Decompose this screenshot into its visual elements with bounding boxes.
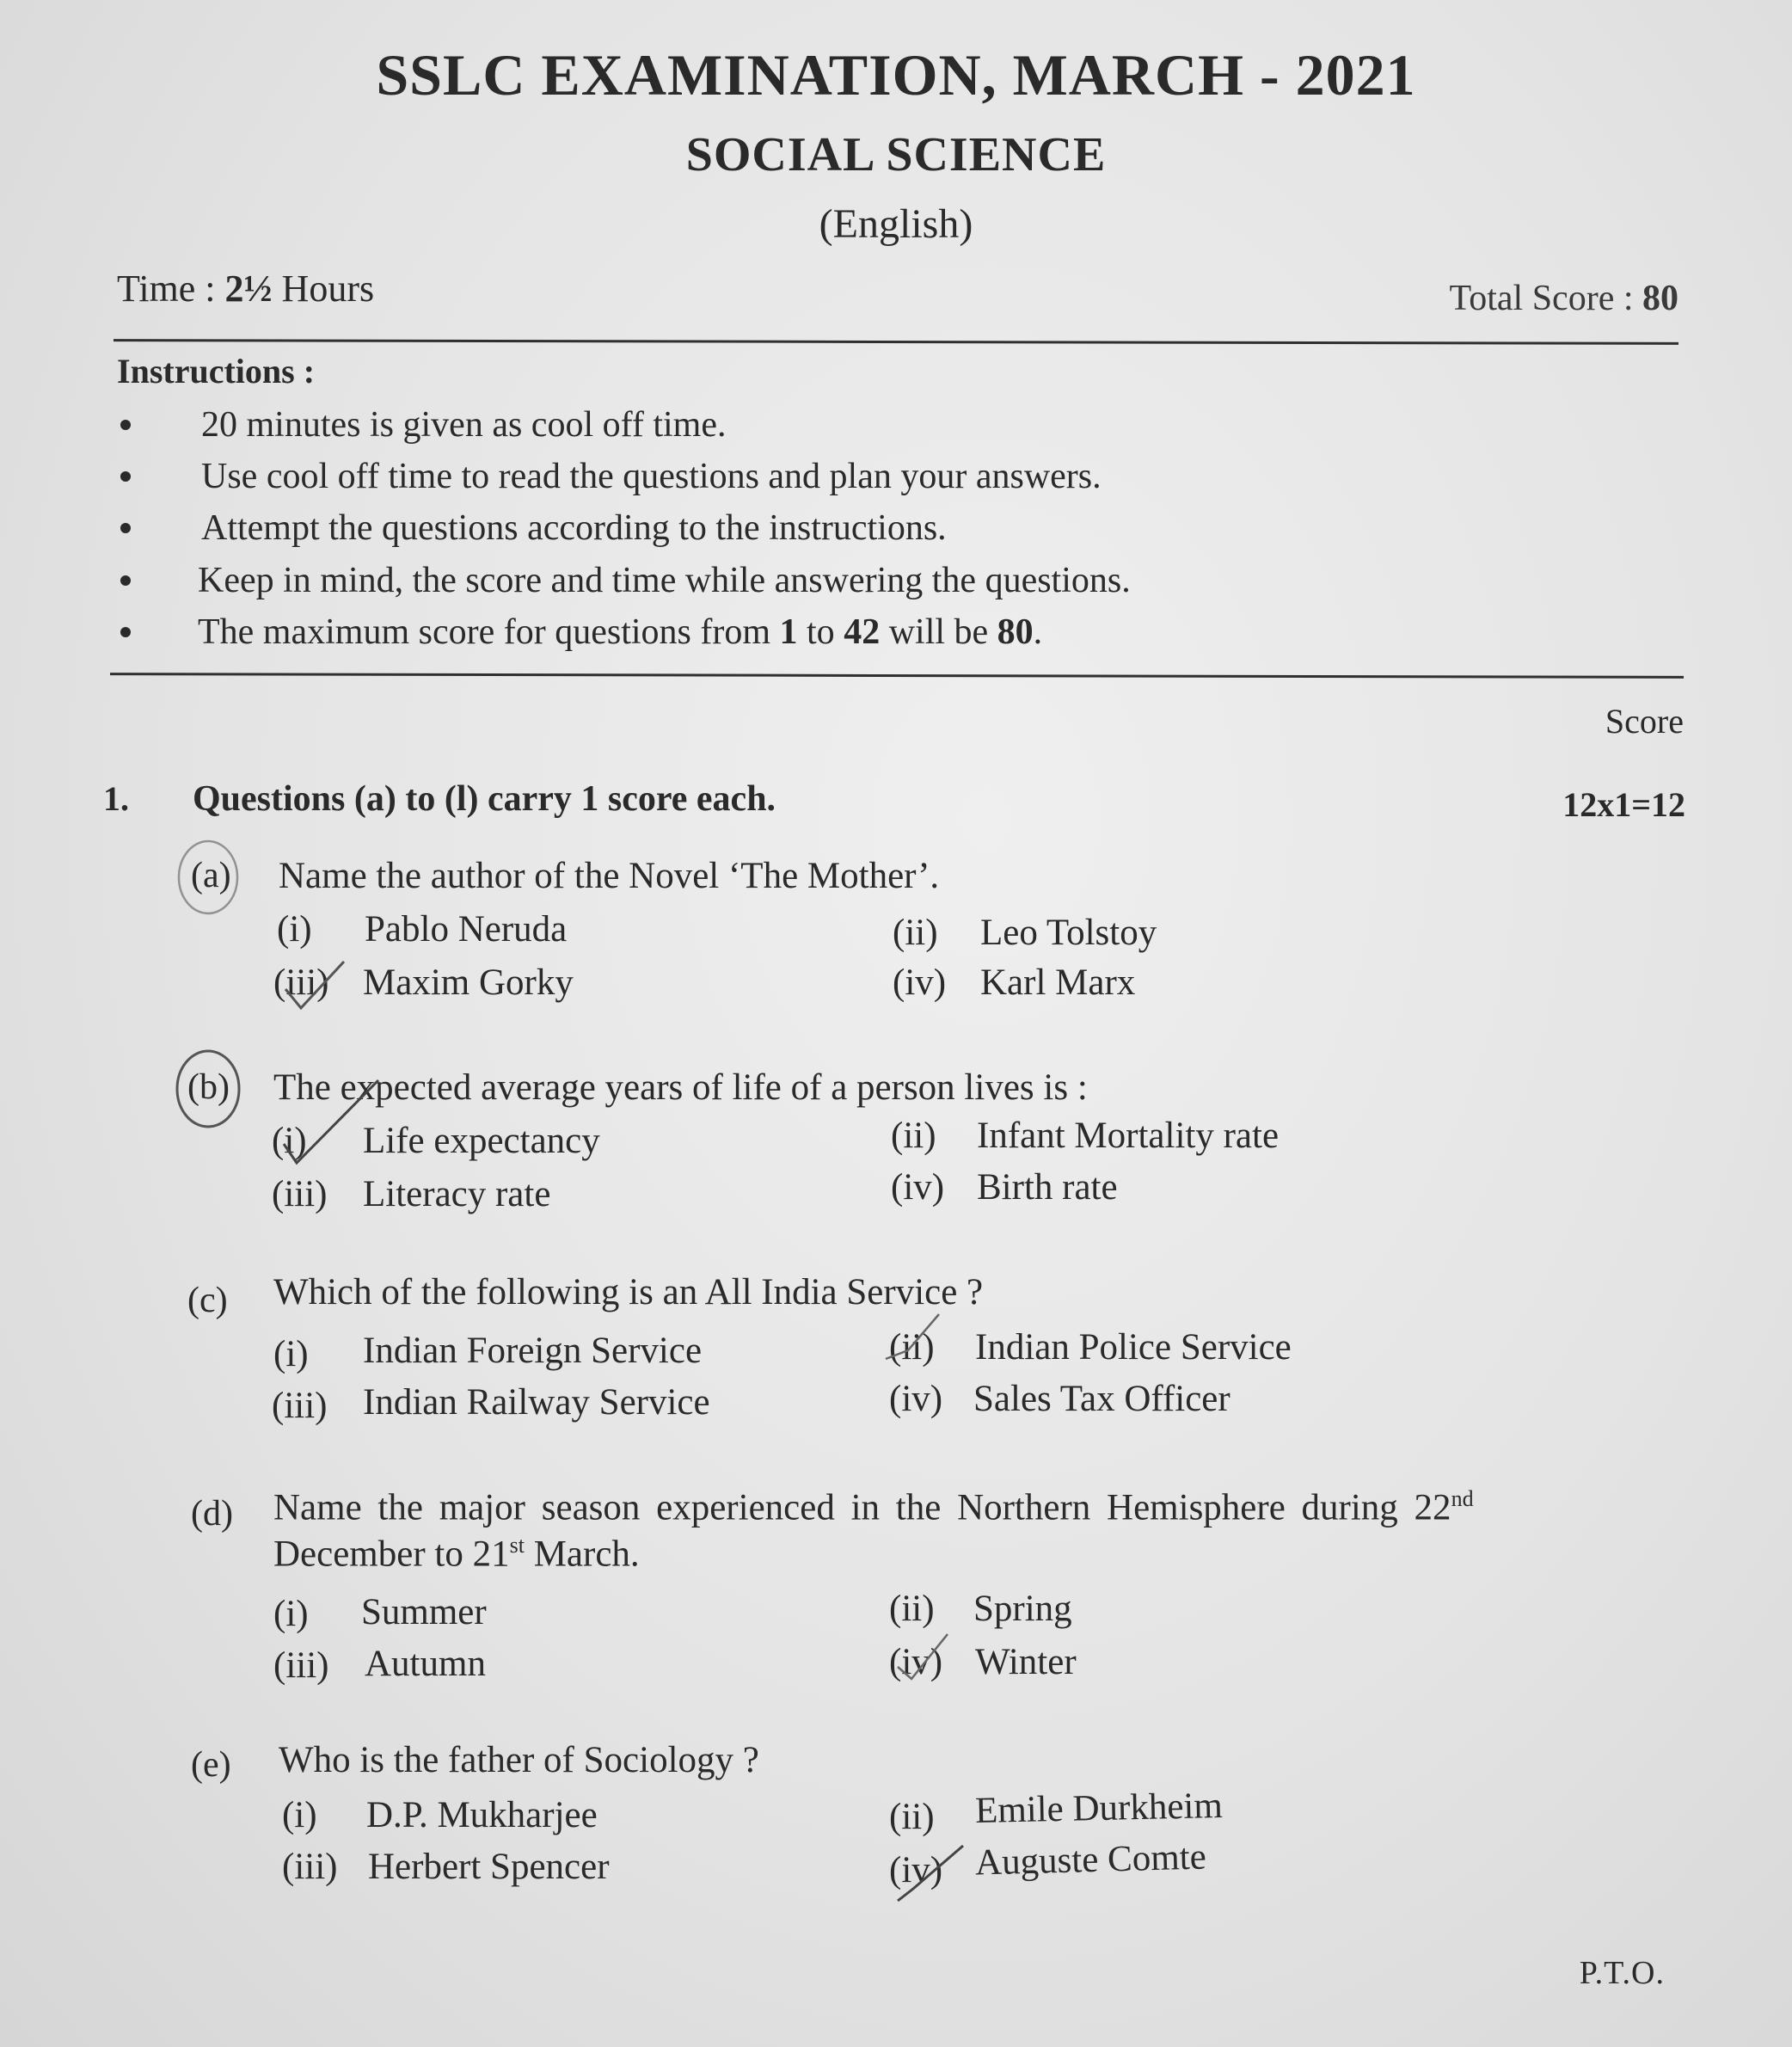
language-label: (English) (819, 201, 973, 247)
time-value: 2½ (224, 267, 273, 310)
option-text: Winter (975, 1642, 1077, 1682)
instruction-item: 20 minutes is given as cool off time. (201, 405, 727, 445)
question-heading: Questions (a) to (l) carry 1 score each. (193, 779, 776, 819)
part-label: (e) (191, 1745, 231, 1785)
option-number: (ii) (889, 1797, 935, 1837)
part-question: Name the author of the Novel ‘The Mother’. (279, 856, 940, 896)
option-text: Spring (973, 1589, 1072, 1629)
total-score-label: Total Score : (1449, 279, 1642, 318)
option-text: Life expectancy (363, 1121, 600, 1161)
option-number: (i) (277, 909, 312, 950)
part-label: (a) (191, 856, 231, 895)
option-number: (iii) (272, 1386, 328, 1426)
subject-title: SOCIAL SCIENCE (685, 128, 1107, 181)
option-number: (i) (273, 1594, 309, 1634)
circle-mark-b (177, 1051, 239, 1127)
question-text: Name the major season experienced in the Northern Hemisphere during 22 (273, 1487, 1451, 1528)
option-number: (iv) (889, 1379, 943, 1419)
instruction-text: will be (880, 612, 997, 652)
option-number: (i) (282, 1795, 317, 1835)
option-text: Maxim Gorky (363, 962, 574, 1003)
option-text: Autumn (365, 1644, 486, 1684)
option-number: (ii) (891, 1116, 936, 1156)
option-text: Infant Mortality rate (977, 1116, 1280, 1156)
page-turn-over: P.T.O. (1579, 1955, 1665, 1991)
question-score: 12x1=12 (1562, 785, 1685, 824)
circle-mark-a (179, 841, 237, 913)
option-number: (ii) (889, 1589, 935, 1629)
option-number: (i) (273, 1334, 309, 1374)
option-text: Indian Railway Service (363, 1382, 710, 1423)
part-label: (b) (187, 1067, 230, 1107)
instructions-heading: Instructions : (117, 352, 316, 390)
option-number: (ii) (893, 913, 938, 953)
option-text: Auguste Comte (974, 1836, 1207, 1884)
instruction-to: 42 (844, 612, 881, 652)
tick-mark-c (886, 1314, 939, 1359)
tick-mark-e (898, 1846, 963, 1901)
option-number: (iii) (282, 1847, 338, 1887)
instruction-from: 1 (779, 612, 798, 652)
question-text: December to 21 (273, 1534, 510, 1575)
instruction-text: to (797, 612, 844, 652)
tick-mark-b (284, 1080, 378, 1163)
time-label: Time : (117, 267, 225, 310)
time-unit: Hours (272, 267, 375, 310)
option-number: (iii) (273, 962, 329, 1003)
option-text: Indian Foreign Service (363, 1331, 703, 1371)
option-number: (iii) (272, 1174, 328, 1214)
option-number: (iii) (273, 1645, 329, 1686)
option-text: D.P. Mukharjee (366, 1795, 598, 1835)
option-text: Sales Tax Officer (973, 1379, 1230, 1419)
option-text: Indian Police Service (975, 1327, 1292, 1368)
part-question: Who is the father of Sociology ? (279, 1740, 759, 1780)
option-text: Karl Marx (980, 962, 1136, 1003)
option-text: Leo Tolstoy (980, 913, 1157, 953)
instruction-max: 80 (997, 612, 1034, 652)
part-label: (d) (191, 1494, 233, 1534)
option-number: (iv) (889, 1850, 943, 1890)
question-text: March. (524, 1534, 640, 1575)
option-text: Summer (361, 1592, 487, 1632)
option-number: (iv) (891, 1167, 945, 1208)
option-text: Emile Durkheim (974, 1785, 1224, 1832)
option-text: Literacy rate (363, 1174, 551, 1214)
option-text: Birth rate (977, 1167, 1118, 1208)
option-number: (iv) (893, 962, 947, 1003)
instruction-item: Attempt the questions according to the instructions. (201, 508, 947, 548)
part-label: (c) (187, 1281, 228, 1320)
option-text: Pablo Neruda (365, 909, 568, 950)
exam-title: SSLC EXAMINATION, MARCH - 2021 (376, 42, 1416, 108)
tick-mark-a (285, 962, 344, 1008)
tick-mark-d (898, 1634, 948, 1679)
instruction-item: Keep in mind, the score and time while answering the questions. (198, 561, 1131, 600)
option-number: (ii) (889, 1327, 935, 1368)
superscript: nd (1451, 1486, 1474, 1511)
option-text: Herbert Spencer (368, 1847, 610, 1887)
option-number: (i) (272, 1121, 307, 1161)
total-score-value: 80 (1642, 279, 1678, 318)
superscript: st (509, 1533, 525, 1558)
instruction-item: Use cool off time to read the questions and plan your answers. (201, 457, 1102, 496)
part-question: The expected average years of life of a person lives is : (273, 1067, 1088, 1108)
instruction-text: . (1033, 612, 1043, 652)
option-number: (iv) (889, 1642, 943, 1682)
part-question: Which of the following is an All India Service ? (273, 1272, 984, 1312)
question-number: 1. (103, 779, 129, 818)
instruction-text: The maximum score for questions from (198, 612, 780, 652)
score-column-heading: Score (1605, 702, 1684, 741)
